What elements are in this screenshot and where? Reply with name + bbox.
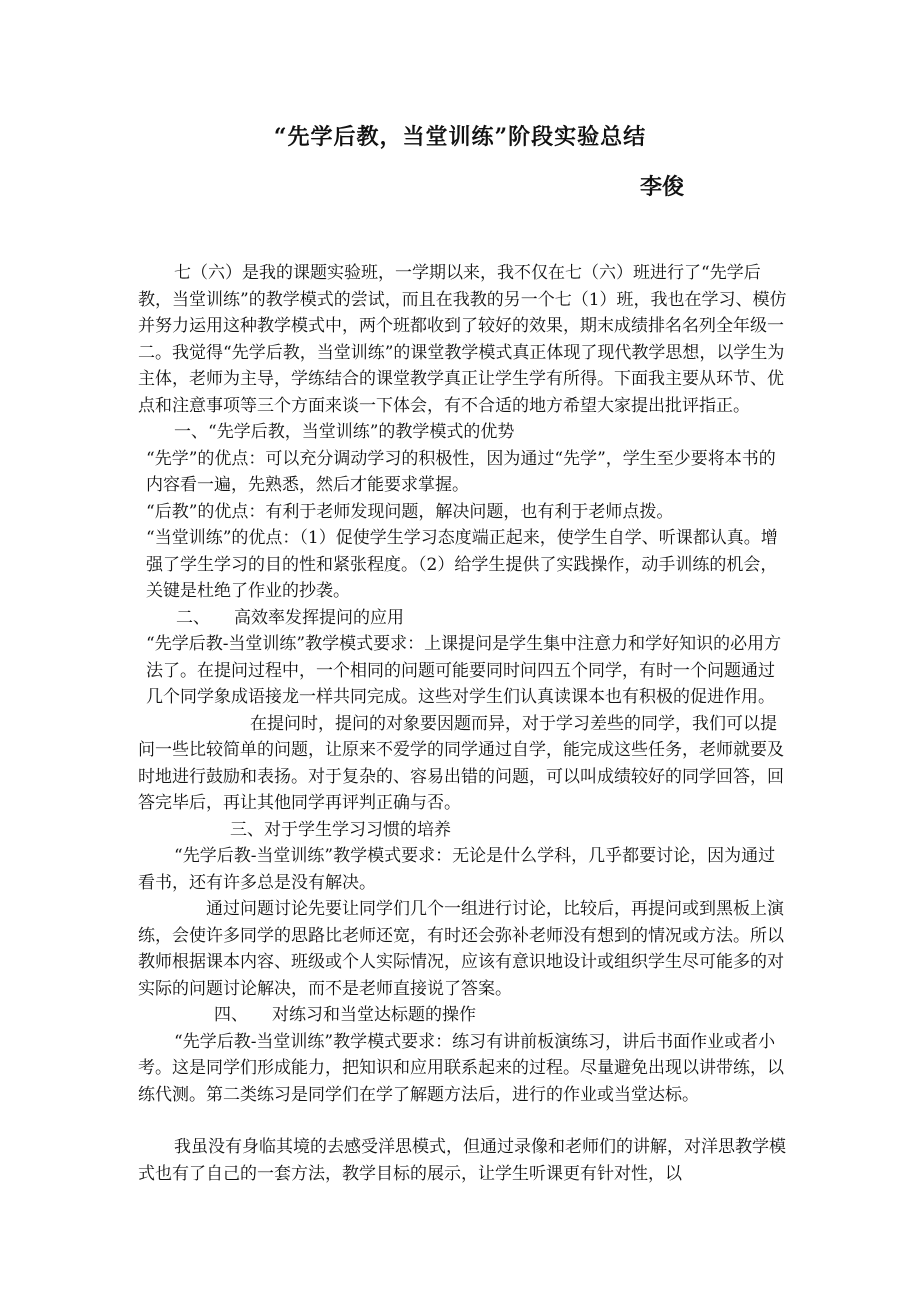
paragraph-habit-requirement: “先学后教-当堂训练”教学模式要求：无论是什么学科，几乎都要讨论，因为通过看书，还有许多总是没有解决。 [138,846,776,893]
section-heading-2-number: 二、 [176,607,210,628]
section-heading-2 [138,605,788,632]
paragraph-houjiao: “后教”的优点：有利于老师发现问题，解决问题，也有利于老师点拨。 [146,501,674,522]
paragraph-practice-requirement: “先学后教-当堂训练”教学模式要求：练习有讲前板演练习，讲后书面作业或者小考。这是同学们形成能力，把知识和应用联系起来的过程。尽量避免出现以讲带练，以练代测。第二类练习是同学们在学了解题方法后，进行的作业或当堂达标。 [138,1031,784,1105]
section-heading-3: 三、对于学生学习习惯的培养 [230,819,451,840]
paragraph-habit-discussion: 通过问题讨论先要让同学们几个一组进行讨论，比较后，再提问或到黑板上演练，会使许多同学的思路比老师还宽，有时还会弥补老师没有想到的情况或方法。所以教师根据课本内容、班级或个人实际情况，应该有意识地设计或组织学生尽可能多的对实际的问题讨论解决，而不是老师直接说了答案。 [138,899,784,999]
author-name: 李俊 [640,174,685,200]
paragraph-yangsi: 我虽没有身临其境的去感受洋思模式，但通过录像和老师们的讲解，对洋思教学模式也有了自己的一套方法，教学目标的展示，让学生听课更有针对性，以 [138,1137,786,1184]
section-heading-1: 一、“先学后教，当堂训练”的教学模式的优势 [174,422,515,442]
paragraph-xianxue: “先学”的优点：可以充分调动学习的积极性，因为通过“先学”，学生至少要将本书的内容看一遍，先熟悉，然后才能要求掌握。 [146,448,776,495]
paragraph-tiwen-requirement: “先学后教-当堂训练”教学模式要求：上课提问是学生集中注意力和学好知识的必用方法了。在提问过程中，一个相同的问题可能要同时问四五个同学，有时一个问题通过几个同学象成语接龙一样共同完成。这些对学生们认真读课本也有积极的促进作用。 [146,634,782,707]
document-body [138,260,788,1187]
section-heading-4 [138,1002,788,1029]
section-heading-4-number: 四、 [214,1005,248,1025]
document-title: “先学后教，当堂训练”阶段实验总结 [273,124,647,150]
paragraph-gap [138,1108,788,1134]
paragraph-intro: 七（六）是我的课题实验班，一学期以来，我不仅在七（六）班进行了“先学后教，当堂训练”的教学模式的尝试，而且在我教的另一个七（1）班，我也在学习、模仿并努力运用这种教学模式中，两个班都收到了较好的效果，期末成绩排名名列全年级一二。我觉得“先学后教，当堂训练”的课堂教学模式真正体现了现代教学思想，以学生为主体，老师为主导，学练结合的课堂教学真正让学生学有所得。下面我主要从环节、优点和注意事项等三个方面来谈一下体会，有不合适的地方希望大家提出批评指正。 [138,263,787,416]
section-heading-2-text: 高效率发挥提问的应用 [234,607,404,628]
paragraph-dangtang: “当堂训练”的优点：（1）促使学生学习态度端正起来，使学生自学、听课都认真。增强了学生学习的目的性和紧张程度。（2）给学生提供了实践操作，动手训练的机会，关键是杜绝了作业的抄袭。 [146,528,778,601]
section-heading-4-text: 对练习和当堂达标题的操作 [272,1005,476,1025]
paragraph-tiwen-method: 在提问时，提问的对象要因题而异，对于学习差些的同学，我们可以提问一些比较简单的问题，让原来不爱学的同学通过自学，能完成这些任务，老师就要及时地进行鼓励和表扬。对于复杂的、容易出错的问题，可以叫成绩较好的同学回答，回答完毕后，再让其他同学再评判正确与否。 [138,713,784,813]
